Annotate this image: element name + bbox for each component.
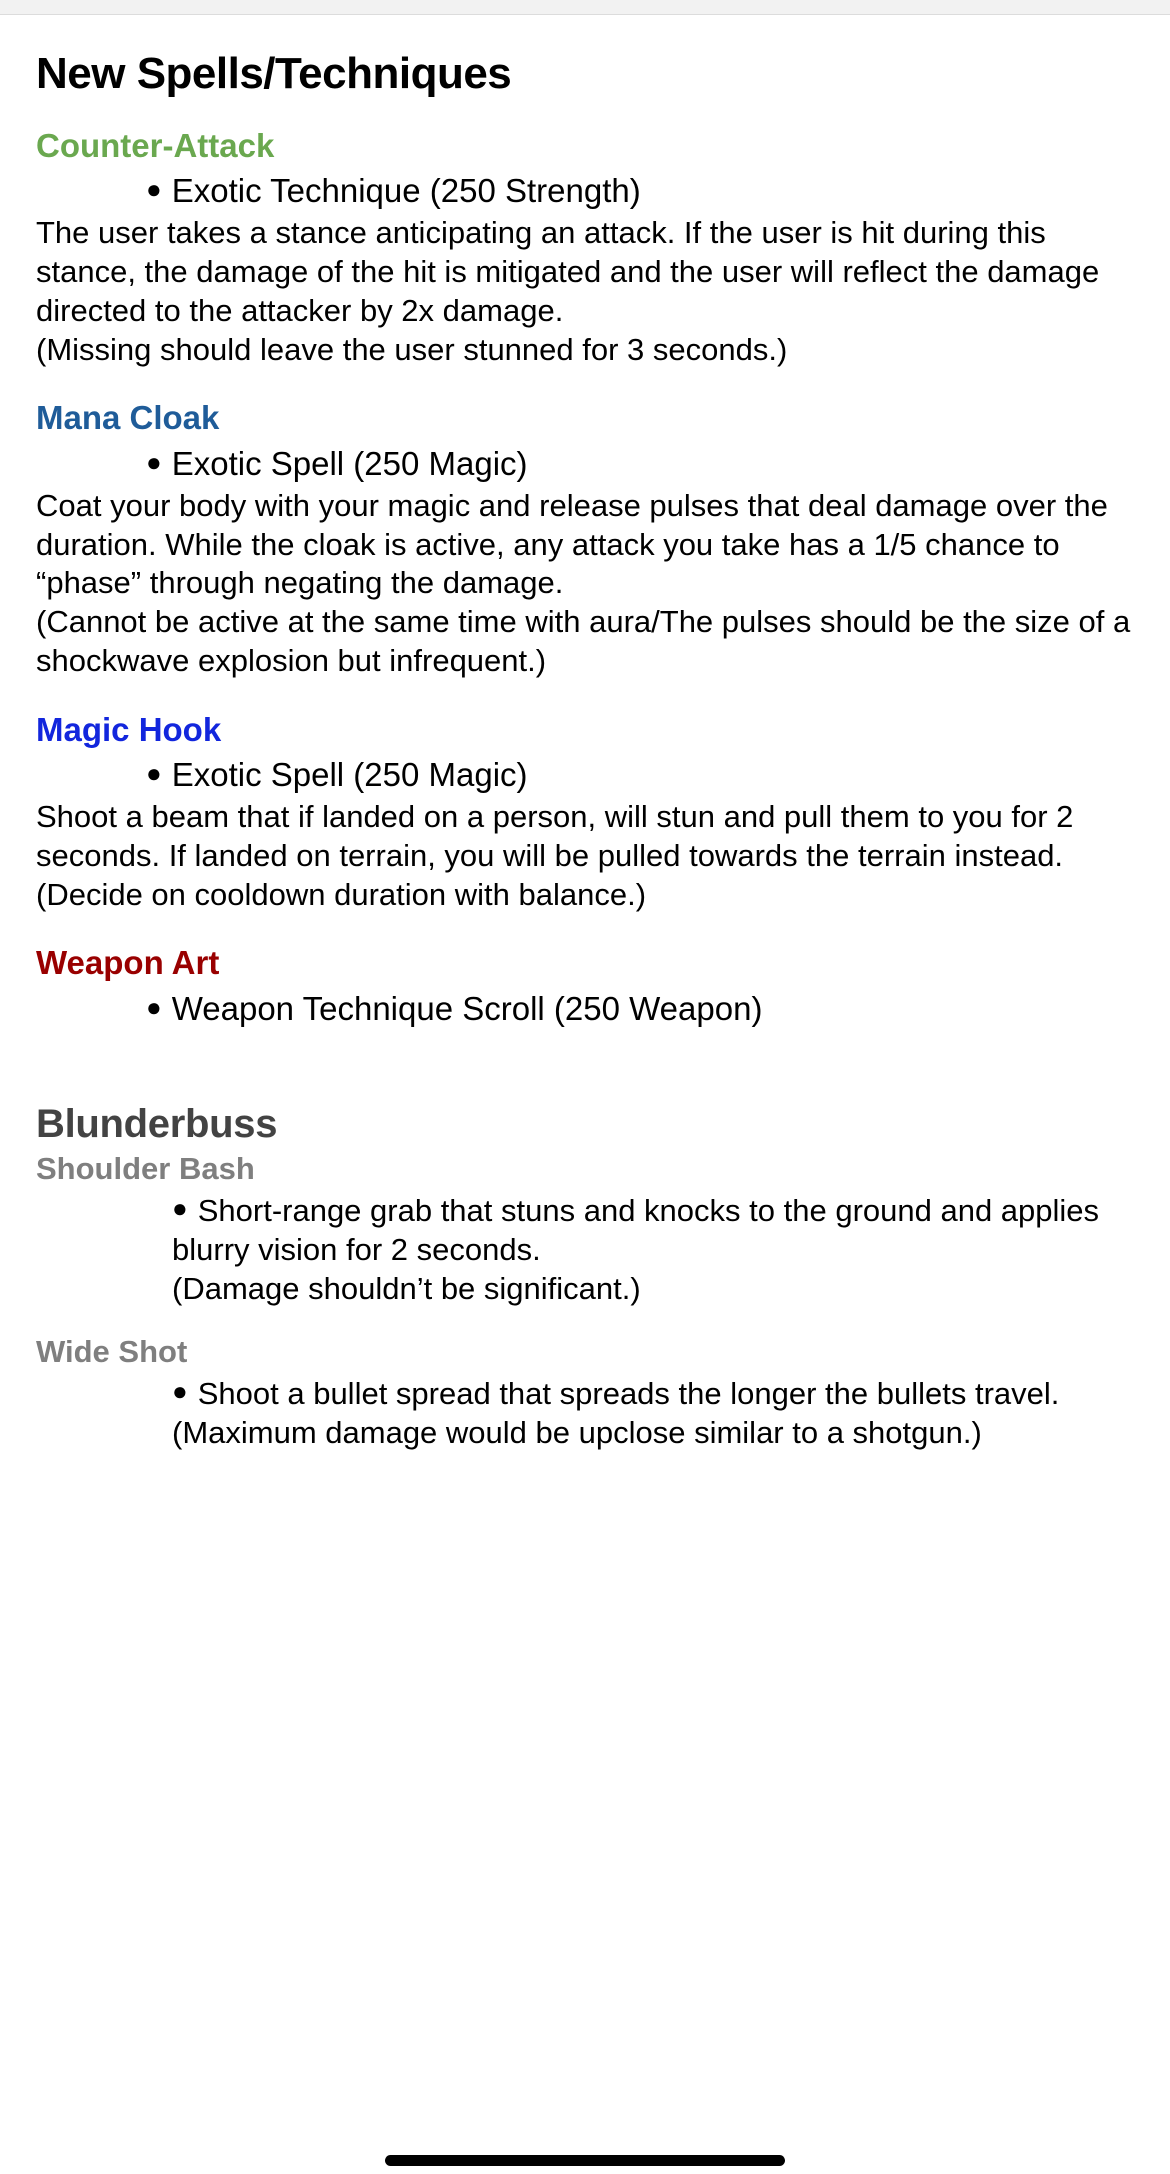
spell-description: Shoot a beam that if landed on a person, will stun and pull them to you for 2 seconds. If landed on terrain, you will be pulled towards the terrain instead.	[36, 799, 1074, 873]
spell-name: Magic Hook	[36, 710, 222, 748]
spell-note: (Cannot be active at the same time with aura/The pulses should be the size of a shockwave explosion but infrequent.)	[36, 604, 1131, 678]
spell-type: Weapon Technique Scroll (250 Weapon)	[171, 989, 763, 1027]
move-description: Short-range grab that stuns and knocks to the ground and applies blurry vision for 2 seconds.	[172, 1192, 1100, 1267]
spell-type: Exotic Spell (250 Magic)	[171, 444, 528, 482]
bullet-icon: ●	[146, 757, 162, 788]
spell-type-line	[36, 754, 1134, 796]
move-body	[36, 1374, 1134, 1452]
spell-name: Counter-Attack	[36, 127, 275, 164]
spell-description: Coat your body with your magic and release pulses that deal damage over the duration. While the cloak is active, any attack you take has a 1/5 chance to “phase” through negating the damage.	[36, 487, 1108, 601]
spell-name: Weapon Art	[36, 944, 220, 982]
bullet-icon: ●	[172, 1192, 188, 1223]
weapon-section	[36, 1102, 1134, 1452]
spell-type-line	[36, 170, 1134, 212]
spell-name: Mana Cloak	[36, 399, 220, 437]
bullet-icon: ●	[146, 174, 162, 205]
spell-note: (Missing should leave the user stunned for 3 seconds.)	[36, 331, 788, 367]
spell-type: Exotic Spell (250 Magic)	[171, 755, 528, 793]
spell-entry	[36, 125, 1134, 369]
spell-entry	[36, 709, 1134, 915]
move-note: (Maximum damage would be upclose similar to a shotgun.)	[172, 1415, 982, 1451]
spell-type-line	[36, 443, 1134, 485]
weapon-title: Blunderbuss	[36, 1101, 278, 1146]
document-page	[0, 49, 1170, 1452]
spell-description: The user takes a stance anticipating an attack. If the user is hit during this stance, the damage of the hit is mitigated and the user will reflect the damage directed to the attacker by 2x damage.	[36, 215, 1100, 328]
move-body	[36, 1191, 1134, 1308]
spell-note: (Decide on cooldown duration with balance.)	[36, 876, 647, 912]
move-name: Wide Shot	[36, 1334, 188, 1370]
move-description: Shoot a bullet spread that spreads the longer the bullets travel.	[197, 1376, 1060, 1412]
weapon-move	[36, 1334, 1134, 1452]
move-name: Shoulder Bash	[36, 1150, 255, 1186]
move-note: (Damage shouldn’t be significant.)	[172, 1271, 641, 1307]
spell-type-line	[36, 988, 1134, 1030]
spell-type: Exotic Technique (250 Strength)	[171, 172, 641, 210]
spell-entry	[36, 942, 1134, 1029]
page-title: New Spells/Techniques	[36, 49, 512, 98]
bullet-icon: ●	[146, 991, 162, 1022]
spell-entry	[36, 397, 1134, 680]
bullet-icon: ●	[172, 1376, 188, 1407]
status-bar	[0, 0, 1170, 15]
bullet-icon: ●	[146, 446, 162, 477]
home-indicator	[385, 2155, 785, 2166]
weapon-move	[36, 1151, 1134, 1308]
